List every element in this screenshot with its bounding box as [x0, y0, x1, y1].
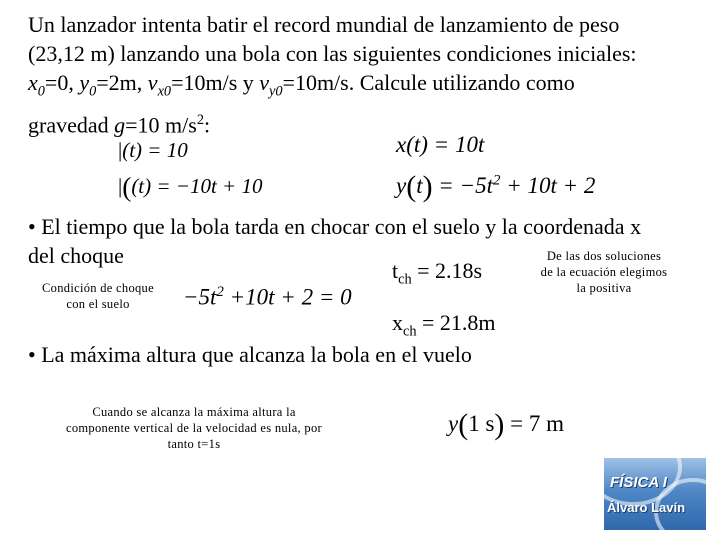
logo-author: Álvaro Lavín	[607, 500, 686, 515]
impact-time-result: $t_{ch} = 2.18s$	[392, 258, 483, 288]
max-height-equation: y(1 s) = 7 m	[448, 408, 564, 441]
vx-equation: |(t) = 10	[118, 138, 188, 162]
intro-line-1: Un lanzador intenta batir el record mundial de lanzamiento de peso	[28, 12, 620, 37]
logo-title: FÍSICA I	[610, 474, 667, 491]
impact-x-result: $x_{ch} = 21.8m$	[392, 310, 496, 340]
x-position-equation: x(t) = 10t	[396, 132, 485, 157]
intro-line-2: (23,12 m) lanzando una bola con las siguientes condiciones iniciales:	[28, 41, 637, 66]
intro-line-3: $x_0=0$, $y_0=2m$, $v_{x0}=10m/s$ y $v_{y0}=10m/s$. Calcule utilizando como	[28, 70, 575, 100]
vy-equation: |((t) = −10t + 10	[118, 172, 263, 202]
fisica-logo	[604, 458, 706, 530]
problem-statement	[28, 10, 708, 140]
section-impact-heading: • El tiempo que la bola tarda en chocar con el suelo y la coordenada x del choque	[28, 214, 642, 268]
positive-solution-note: De las dos soluciones de la ecuación elegimos la positiva	[540, 249, 668, 295]
impact-condition-note: Condición de choque con el suelo	[42, 281, 154, 311]
y-position-equation: $y(t) = -5t^2 + 10t + 2$	[396, 170, 596, 203]
section-max-height-heading: • La máxima altura que alcanza la bola en el vuelo	[28, 342, 472, 367]
intro-line-4: gravedad g=10 $m/s^2$:	[28, 112, 211, 138]
impact-equation: $-5t^2 +10t + 2 = 0$	[183, 284, 352, 310]
max-height-note: Cuando se alcanza la máxima altura la componente vertical de la velocidad es nula, por tanto t=1s	[66, 405, 322, 451]
